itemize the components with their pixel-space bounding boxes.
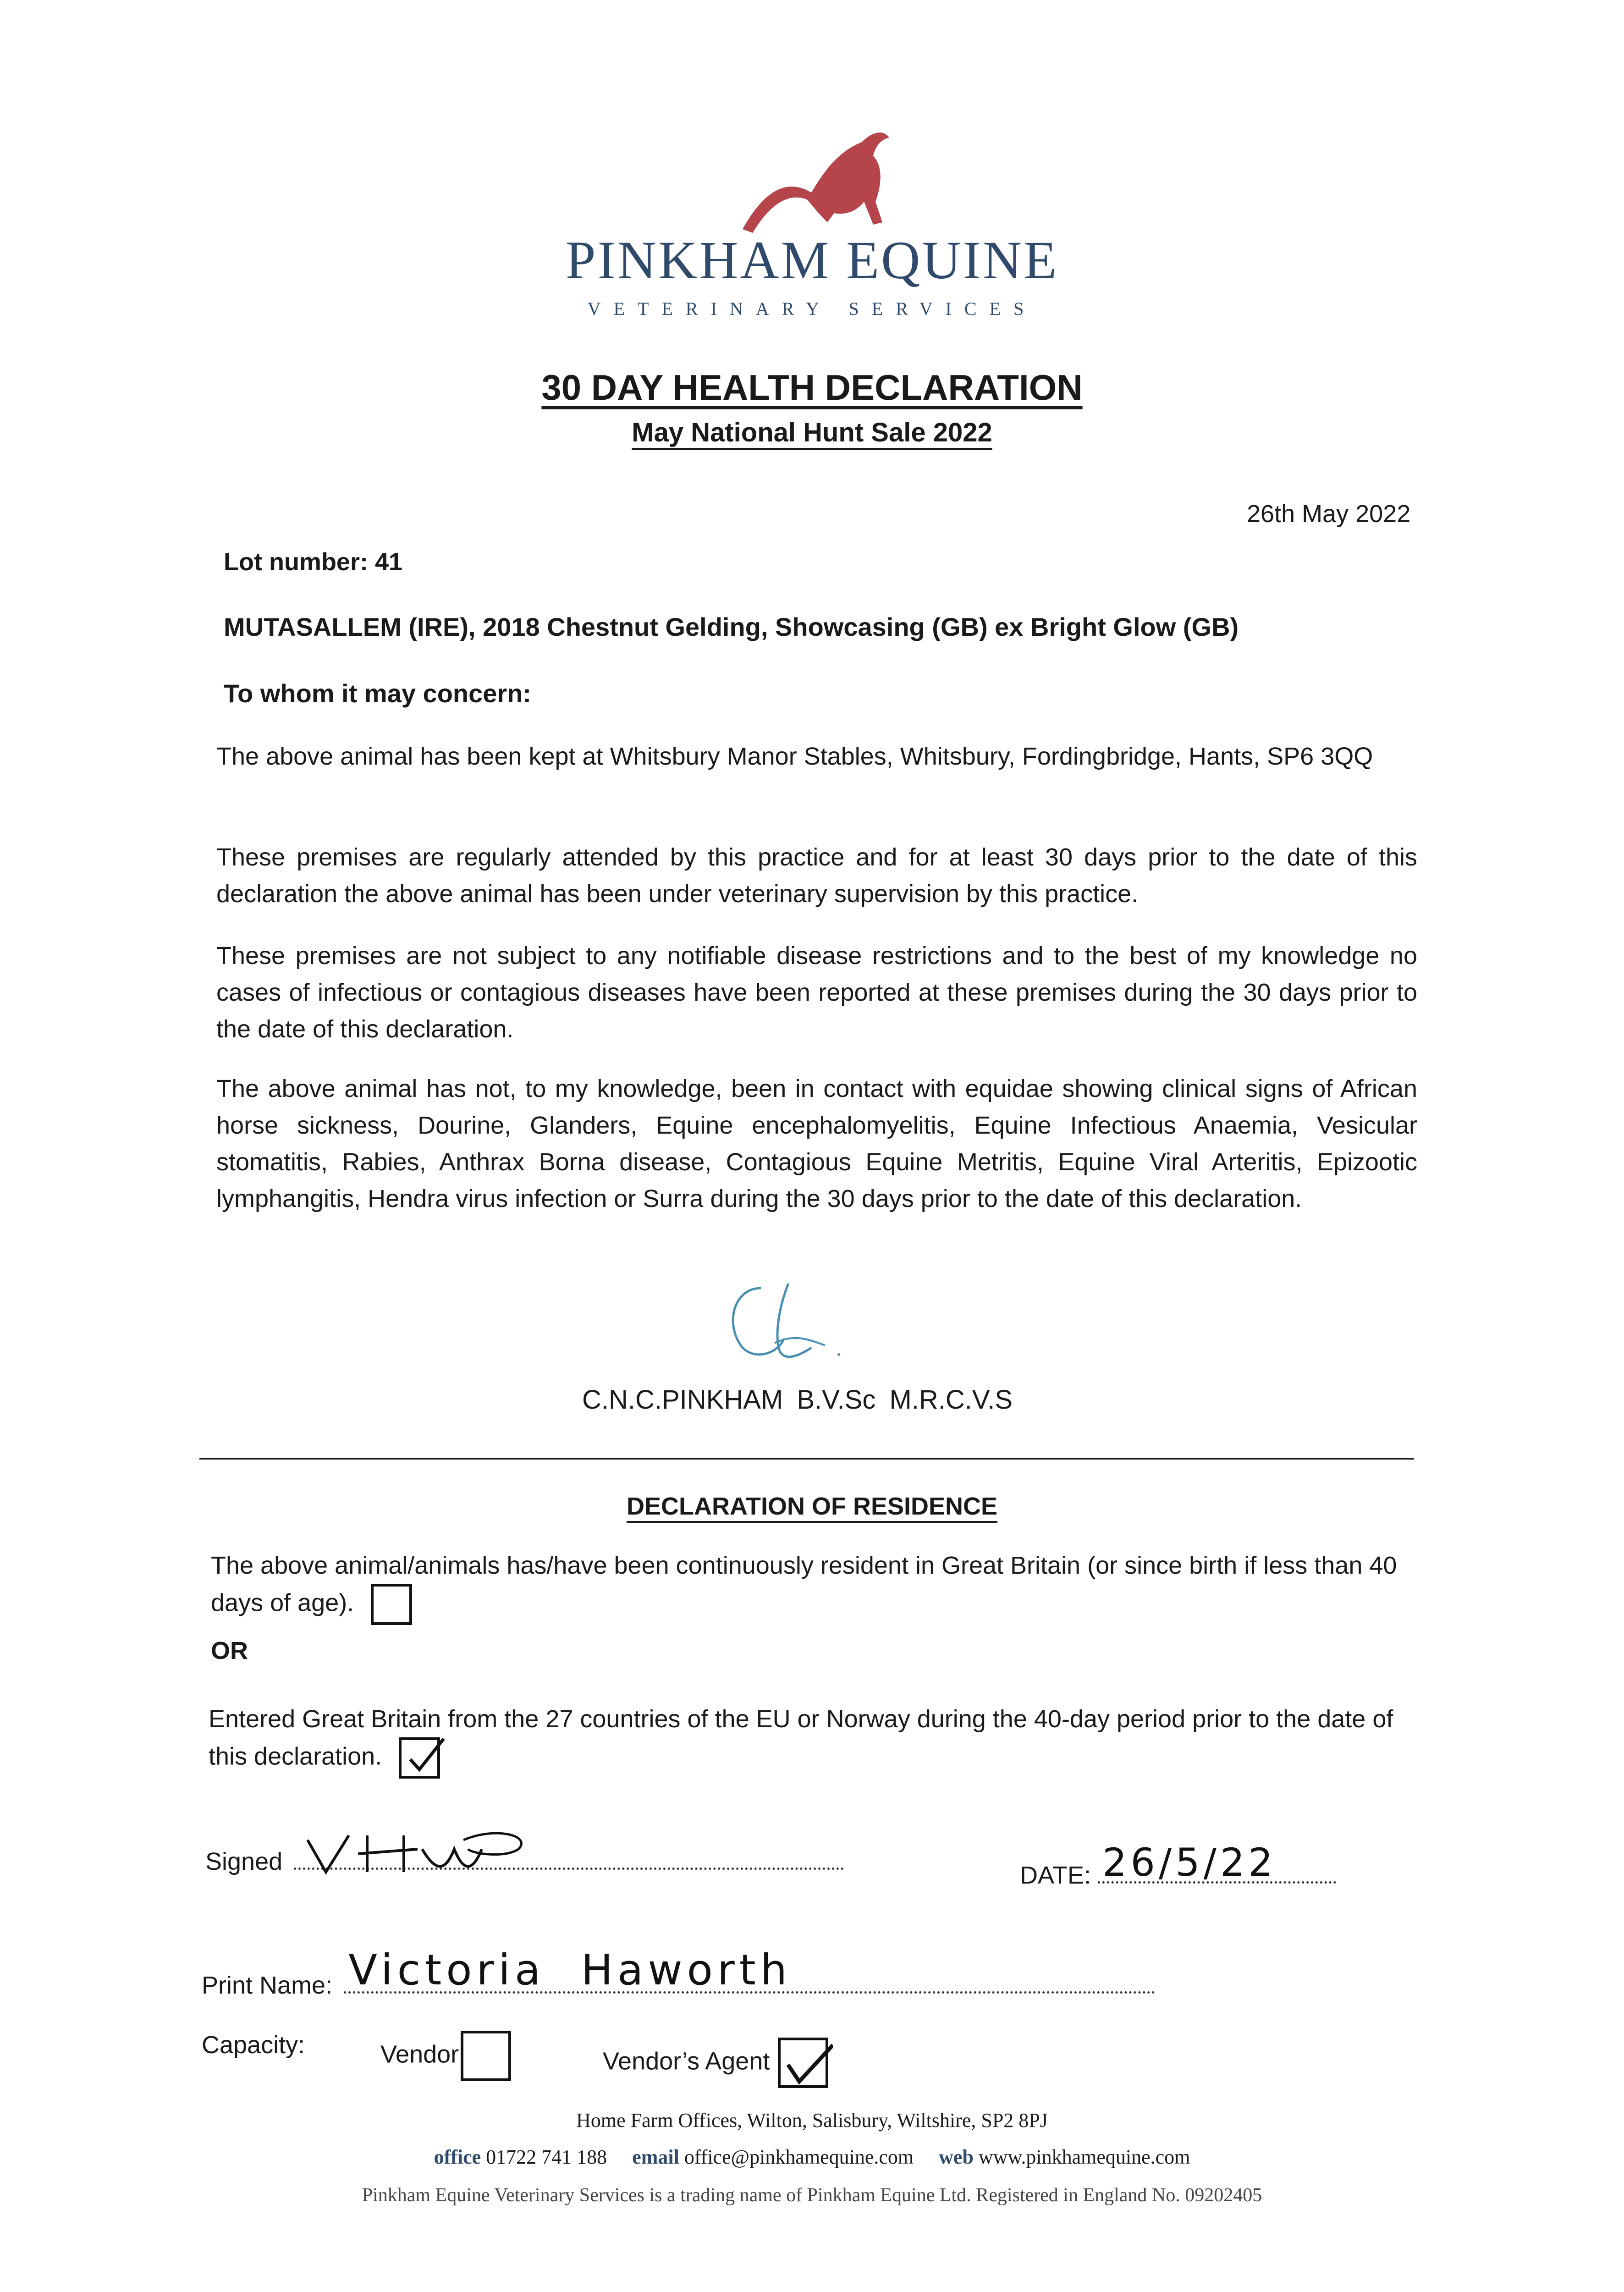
web-address[interactable]: www.pinkhamequine.com <box>978 2146 1190 2168</box>
paragraph-contact: The above animal has not, to my knowledge, been in contact with equidae showing clinical signs of African horse sickness, Dourine, Glanders, Equine encephalomyelitis, Equine Infectious Anaemia, Vesicular stomatitis, Rabies, Anthrax Borna disease, Contagious Equine Metritis, Equine Viral Arteritis, Epizootic lymphangitis, Hendra virus infection or Surra during the 30 days prior to the date of this declaration. <box>216 1075 1417 1212</box>
footer-registration: Pinkham Equine Veterinary Services is a trading name of Pinkham Equine Ltd. Registered in England No. 09202405 <box>362 2185 1262 2206</box>
date-value: 26/5/22 <box>1102 1840 1277 1885</box>
residence-option-2-text: Entered Great Britain from the 27 countries of the EU or Norway during the 40-day period prior to the date of this declaration. <box>209 1705 1393 1770</box>
email-label: email <box>632 2146 679 2168</box>
check-mark-icon <box>782 2037 833 2087</box>
salutation: To whom it may concern: <box>224 679 532 708</box>
office-phone[interactable]: 01722 741 188 <box>486 2146 607 2168</box>
check-mark-icon <box>403 1736 445 1778</box>
residence-option-1 <box>211 1547 1412 1625</box>
paragraph-premises: The above animal has been kept at Whitsbury Manor Stables, Whitsbury, Fordingbridge, Hants, SP6 3QQ <box>216 743 1373 770</box>
residence-title: DECLARATION OF RESIDENCE <box>626 1493 998 1520</box>
date-row <box>1020 1840 1336 1890</box>
residence-option-1-checkbox[interactable] <box>371 1584 412 1625</box>
date-label: DATE: <box>1020 1862 1091 1889</box>
signed-line[interactable] <box>294 1849 844 1870</box>
paragraph-supervision: These premises are regularly attended by this practice and for at least 30 days prior to the date of this declaration the above animal has been under veterinary supervision by this practice. <box>216 843 1417 908</box>
document-title: 30 DAY HEALTH DECLARATION <box>541 367 1083 408</box>
print-name-field[interactable] <box>344 1945 1155 1994</box>
footer-address: Home Farm Offices, Wilton, Salisbury, Wiltshire, SP2 8PJ <box>576 2109 1048 2132</box>
email-address[interactable]: office@pinkhamequine.com <box>684 2146 914 2168</box>
residence-option-2-checkbox[interactable] <box>399 1737 440 1779</box>
vendor-checkbox[interactable] <box>461 2031 511 2081</box>
print-name-label: Print Name: <box>202 1972 333 1999</box>
brand-name: PINKHAM EQUINE <box>565 230 1059 290</box>
signed-label: Signed <box>205 1848 283 1875</box>
brand-subtitle: VETERINARY SERVICES <box>587 298 1037 319</box>
agent-option <box>603 2038 828 2088</box>
horse-details: MUTASALLEM (IRE), 2018 Chestnut Gelding, Showcasing (GB) ex Bright Glow (GB) <box>224 612 1239 641</box>
divider <box>199 1458 1414 1460</box>
document-date: 26th May 2022 <box>1247 500 1411 528</box>
print-name-value: Victoria Haworth <box>348 1945 792 1994</box>
signed-row <box>205 1847 844 1876</box>
residence-option-2 <box>209 1701 1419 1779</box>
vet-signature <box>706 1270 862 1371</box>
agent-checkbox[interactable] <box>778 2038 828 2088</box>
vet-name: C.N.C.PINKHAM B.V.Sc M.R.C.V.S <box>582 1385 1013 1415</box>
office-label: office <box>434 2146 481 2168</box>
residence-option-1-text: The above animal/animals has/have been continuously resident in Great Britain (or since birth if less than 40 days of age). <box>211 1552 1397 1617</box>
agent-label: Vendor’s Agent <box>603 2047 770 2075</box>
date-field[interactable] <box>1098 1840 1336 1885</box>
lot-number: Lot number: 41 <box>224 548 403 576</box>
capacity-label: Capacity: <box>202 2031 305 2059</box>
paragraph-restrictions: These premises are not subject to any notifiable disease restrictions and to the best of my knowledge no cases of infectious or contagious diseases have been reported at these premises during the 30 days prior to the date of this declaration. <box>216 942 1417 1043</box>
print-name-row <box>202 1945 1155 2000</box>
vendor-option <box>380 2031 511 2081</box>
web-label: web <box>939 2146 974 2168</box>
horse-logo-icon <box>724 124 908 238</box>
vendor-label: Vendor <box>380 2040 459 2068</box>
document-subtitle: May National Hunt Sale 2022 <box>632 418 992 447</box>
or-label: OR <box>211 1637 248 1664</box>
footer-contact <box>0 2145 1624 2169</box>
vendor-signature <box>298 1822 537 1881</box>
